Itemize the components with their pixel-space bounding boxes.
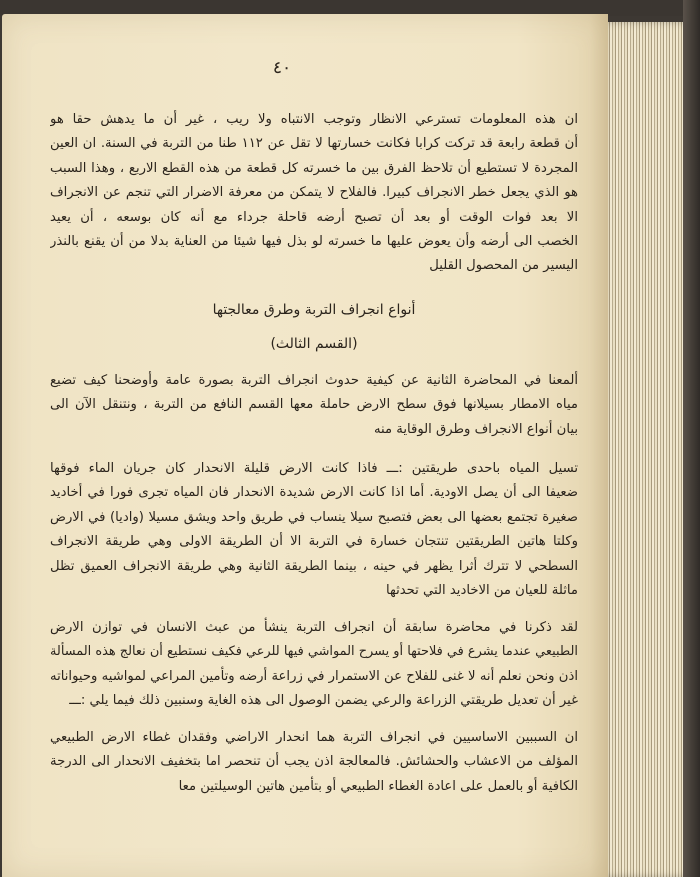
book-page-edges [598,22,688,877]
book-binding [683,0,700,877]
paragraph-4 [50,616,578,714]
text-line: ضعيفا الى أن يصل الاودية. أما اذا كانت الارض شديدة الانحدار فان المياه تجرى فورا في أخاديد [50,485,578,501]
text-line: وكلتا هاتين الطريقتين تنتجان خسارة في التربة الا أن الطريقة الاولى وهي طريقة الانجراف [50,534,578,550]
text-line: المؤلف من الاعشاب والحشائش. فالمعالجة اذن يجب أن تنحصر اما بتخفيف الانحدار الى الدرجة [50,754,578,770]
text-line: صغيرة تجتمع بعضها الى بعض فتصبح سيلا ينساب في طريق واحد ويشق مسيلا (واديا) في الارض [50,509,578,525]
text-line: ان هذه المعلومات تسترعي الانظار وتوجب الانتباه ولا ريب ، غير أن ما يدهش حقا هو [50,112,578,127]
text-line: ماثلة للعيان من الاخاديد التي تحدثها [385,583,578,599]
paragraph-2 [50,369,578,442]
paragraph-1 [50,108,578,279]
paragraph-3 [50,457,578,603]
text-line: بيان أنواع الانجراف وطرق الوقاية منه [373,421,578,437]
text-line: الخصب الى أرضه وأن يعوض عليها ما خسرته لو بذل فيها شيئا من العناية بدلا من أن يقنع بالنذر [50,234,578,250]
text-line: تسيل المياه باحدى طريقتين :ـــ فاذا كانت الارض قليلة الانحدار كان جريان الماء فوقها [50,461,578,476]
text-line: السطحي لا تترك أثرا يظهر في حينه ، بينما الطريقة الثانية وهي طريقة الانجراف العميق تظل [50,558,578,574]
text-line: المجردة لا تستطيع أن تلاحظ الفرق بين ما خسرته كل قطعة من هذه القطع الاربع ، وهذا السبب [50,160,578,176]
text-line: ألمعنا في المحاضرة الثانية عن كيفية حدوث انجراف التربة بصورة عامة وأوضحنا كيف تضيع [50,373,578,388]
text-line: ان السببين الاساسيين في انجراف التربة هما انحدار الاراضي وفقدان غطاء الارض الطبيعي [50,730,578,745]
page-number: ٤٠ [272,58,292,78]
section-subtitle: (القسم الثالث) [270,336,358,352]
text-line: اليسير من المحصول القليل [429,258,578,274]
section-title: أنواع انجراف التربة وطرق معالجتها [212,302,416,318]
paragraph-5 [50,726,578,799]
text-line: الكافية أو بالعمل على اعادة الغطاء الطبيعي أو بتأمين هاتين الوسيلتين معا [178,778,578,794]
text-line: أن قطعة رابعة قد تركت كرابا فكانت خسارتها لا تقل عن ١١٢ طنا من التربة في السنة. ان العين [50,136,578,152]
text-line: لقد ذكرنا في محاضرة سابقة أن انجراف التربة ينشأ من عبث الانسان في توازن الارض [50,620,578,635]
text-line: الطبيعي عندما يشرع في فلاحتها أو يسرح المواشي فيها للرعي فكيف نستطيع أن نعالج هذه المسألة [50,644,578,660]
text-line: اذن ونحن نعلم أنه لا غنى للفلاح عن الاستمرار في زراعة أرضه وتأمين المراعي لمواشيه وحيواناته [50,668,578,684]
book-page [2,14,608,877]
text-line: هو الذي يجعل خطر الانجراف كبيرا. فالفلاح لا يتمكن من معرفة الاضرار التي تنجم عن الانجراف [50,185,578,201]
text-line: الا بعد فوات الوقت أو بعد أن تصبح أرضه قاحلة جرداء مع أنه كان بوسعه ، أن يعيد [50,209,578,225]
text-line: غير أن تعديل طريقتي الزراعة والرعي يضمن الوصول الى هذه الغاية وسنبين ذلك فيما يلي :ـــ [69,693,578,709]
text-line: مياه الامطار بسيلانها فوق سطح الارض حاملة معها القسم النافع من التربة ، ونتنقل الآن الى [50,397,578,413]
